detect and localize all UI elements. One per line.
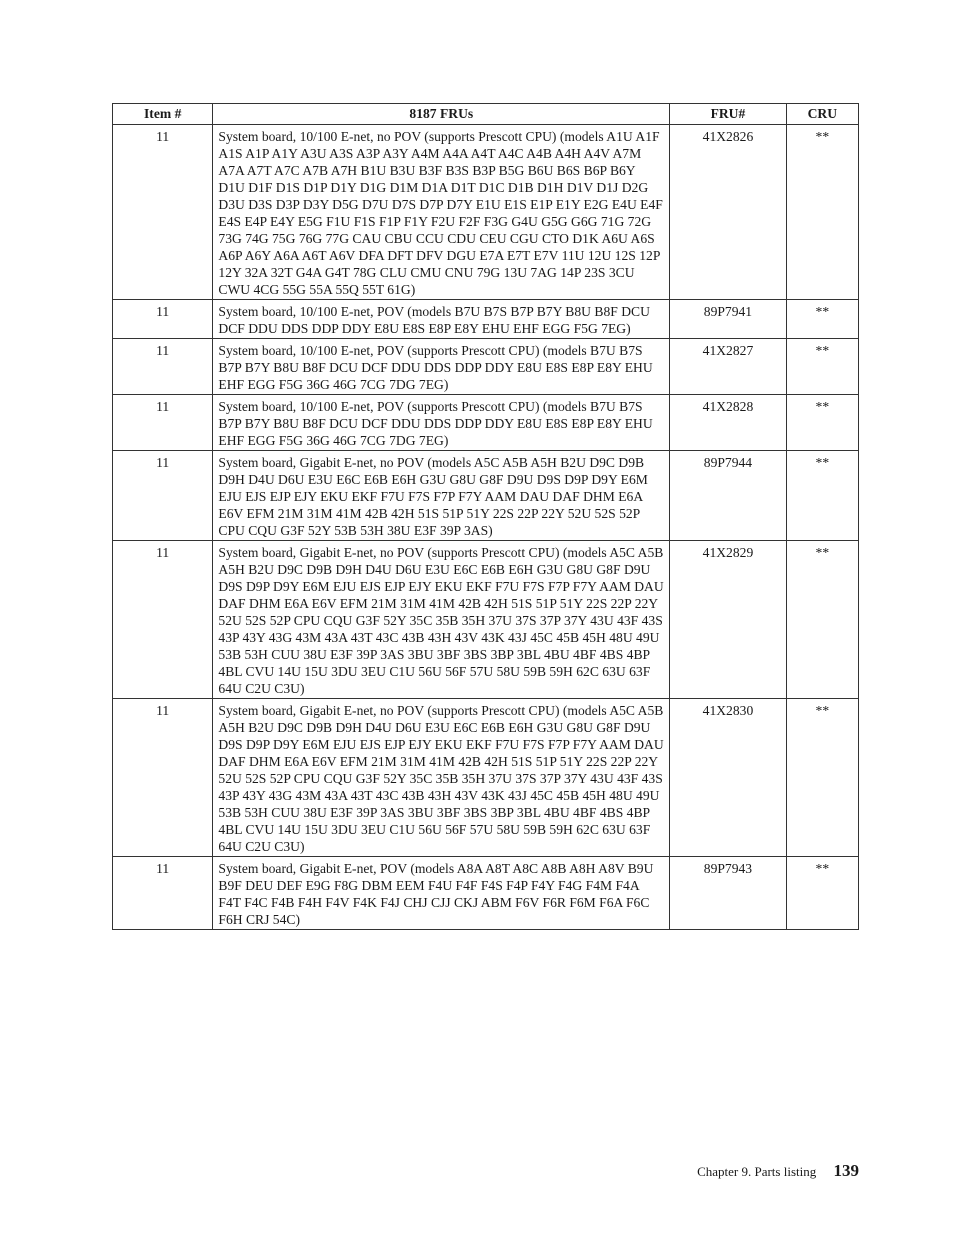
cell-item: 11 <box>113 300 213 339</box>
table-row <box>113 699 859 857</box>
cell-description: System board, 10/100 E-net, no POV (supports Prescott CPU) (models A1U A1F A1S A1P A1Y A3U A3S A3P A3Y A4M A4A A4T A4C A4B A4H A4V A7M A7A A7T A7C A7B A7H B1U B3U B3F B3S B3P B5G B6U B6S B6P B6Y D1U D1F D1S D1P D1Y D1G D1M D1A D1T D1C D1B D1H D1V D1J D2G D3U D3S D3P D3Y D5G D7U D7S D7P D7Y E1U E1S E1P E1Y E2G E4U E4F E4S E4P E4Y E5G F1U F1S F1P F1Y F2U F2F F3G G4U G5G G6G 71G 72G 73G 74G 75G 76G 77G CAU CBU CCU CDU CEU CGU CTO D1K A6U A6S A6P A6Y A6A A6T A6V DFA DFT DFV DGU E7A E7T E7V 11U 12U 12S 12P 12Y 32A 32T G4A G4T 78G CLU CMU CNU 79G 13U 7AG 14P 23S 3CU CWU 4CG 55G 55A 55Q 55T 61G) <box>213 125 670 300</box>
cell-cru: ** <box>786 541 858 699</box>
cell-description: System board, Gigabit E-net, no POV (supports Prescott CPU) (models A5C A5B A5H B2U D9C D9B D9H D4U D6U E3U E6C E6B E6H G3U G8U G8F D9U D9S D9P D9Y E6M EJU EJS EJP EJY EKU EKF F7U F7S F7P F7Y AAM DAU DAF DHM E6A E6V EFM 21M 31M 41M 42B 42H 51S 51P 51Y 22S 22P 22Y 52U 52S 52P CPU CQU G3F 52Y 35C 35B 35H 37U 37S 37P 37Y 43U 43F 43S 43P 43Y 43G 43M 43A 43T 43C 43B 43H 43V 43K 43J 45C 45B 45H 48U 49U 53B 53H CUU 38U E3F 39P 3AS 3BU 3BF 3BS 3BP 3BL 4BU 4BF 4BS 4BP 4BL CVU 14U 15U 3DU 3EU C1U 56U 56F 57U 58U 59B 59H 62C 63U 63F 64U C2U C3U) <box>213 699 670 857</box>
table-row <box>113 451 859 541</box>
cell-cru: ** <box>786 857 858 930</box>
cell-item: 11 <box>113 125 213 300</box>
cell-fru: 41X2828 <box>670 395 786 451</box>
table-row <box>113 395 859 451</box>
cell-fru: 41X2830 <box>670 699 786 857</box>
cell-fru: 41X2827 <box>670 339 786 395</box>
chapter-title: Chapter 9. Parts listing <box>697 1164 817 1179</box>
cell-item: 11 <box>113 541 213 699</box>
cell-cru: ** <box>786 300 858 339</box>
cell-item: 11 <box>113 339 213 395</box>
cell-item: 11 <box>113 395 213 451</box>
table-row <box>113 339 859 395</box>
cell-item: 11 <box>113 451 213 541</box>
cell-cru: ** <box>786 339 858 395</box>
header-cru: CRU <box>786 104 858 125</box>
cell-fru: 41X2829 <box>670 541 786 699</box>
cell-cru: ** <box>786 699 858 857</box>
header-item: Item # <box>113 104 213 125</box>
cell-description: System board, 10/100 E-net, POV (supports Prescott CPU) (models B7U B7S B7P B7Y B8U B8F DCU DCF DDU DDS DDP DDY E8U E8S E8P E8Y EHU EHF EGG F5G 36G 46G 7CG 7DG 7EG) <box>213 395 670 451</box>
cell-description: System board, Gigabit E-net, no POV (models A5C A5B A5H B2U D9C D9B D9H D4U D6U E3U E6C E6B E6H G3U G8U G8F D9U D9S D9P D9Y E6M EJU EJS EJP EJY EKU EKF F7U F7S F7P F7Y AAM DAU DAF DHM E6A E6V EFM 21M 31M 41M 42B 42H 51S 51P 51Y 22S 22P 22Y 52U 52S 52P CPU CQU G3F 52Y 53B 53H 38U E3F 39P 3AS) <box>213 451 670 541</box>
cell-description: System board, 10/100 E-net, POV (models B7U B7S B7P B7Y B8U B8F DCU DCF DDU DDS DDP DDY E8U E8S E8P E8Y EHU EHF EGG F5G 7EG) <box>213 300 670 339</box>
cell-item: 11 <box>113 699 213 857</box>
cell-description: System board, Gigabit E-net, POV (models A8A A8T A8C A8B A8H A8V B9U B9F DEU DEF E9G F8G DBM EEM F4U F4F F4S F4P F4Y F4G F4M F4A F4T F4C F4B F4H F4V F4K F4J CHJ CJJ CKJ ABM F6V F6R F6M F6A F6C F6H CRJ 54C) <box>213 857 670 930</box>
table-row <box>113 300 859 339</box>
parts-table <box>112 103 859 930</box>
cell-fru: 41X2826 <box>670 125 786 300</box>
cell-fru: 89P7941 <box>670 300 786 339</box>
cell-description: System board, Gigabit E-net, no POV (supports Prescott CPU) (models A5C A5B A5H B2U D9C D9B D9H D4U D6U E3U E6C E6B E6H G3U G8U G8F D9U D9S D9P D9Y E6M EJU EJS EJP EJY EKU EKF F7U F7S F7P F7Y AAM DAU DAF DHM E6A E6V EFM 21M 31M 41M 42B 42H 51S 51P 51Y 22S 22P 22Y 52U 52S 52P CPU CQU G3F 52Y 35C 35B 35H 37U 37S 37P 37Y 43U 43F 43S 43P 43Y 43G 43M 43A 43T 43C 43B 43H 43V 43K 43J 45C 45B 45H 48U 49U 53B 53H CUU 38U E3F 39P 3AS 3BU 3BF 3BS 3BP 3BL 4BU 4BF 4BS 4BP 4BL CVU 14U 15U 3DU 3EU C1U 56U 56F 57U 58U 59B 59H 62C 63U 63F 64U C2U C3U) <box>213 541 670 699</box>
page-footer <box>697 1161 859 1181</box>
cell-item: 11 <box>113 857 213 930</box>
table-row <box>113 857 859 930</box>
table-row <box>113 125 859 300</box>
table-row <box>113 541 859 699</box>
cell-fru: 89P7943 <box>670 857 786 930</box>
cell-cru: ** <box>786 125 858 300</box>
header-frus: 8187 FRUs <box>213 104 670 125</box>
header-fru-number: FRU# <box>670 104 786 125</box>
cell-description: System board, 10/100 E-net, POV (supports Prescott CPU) (models B7U B7S B7P B7Y B8U B8F DCU DCF DDU DDS DDP DDY E8U E8S E8P E8Y EHU EHF EGG F5G 36G 46G 7CG 7DG 7EG) <box>213 339 670 395</box>
cell-cru: ** <box>786 395 858 451</box>
table-header-row <box>113 104 859 125</box>
page-number: 139 <box>833 1161 859 1180</box>
cell-fru: 89P7944 <box>670 451 786 541</box>
cell-cru: ** <box>786 451 858 541</box>
